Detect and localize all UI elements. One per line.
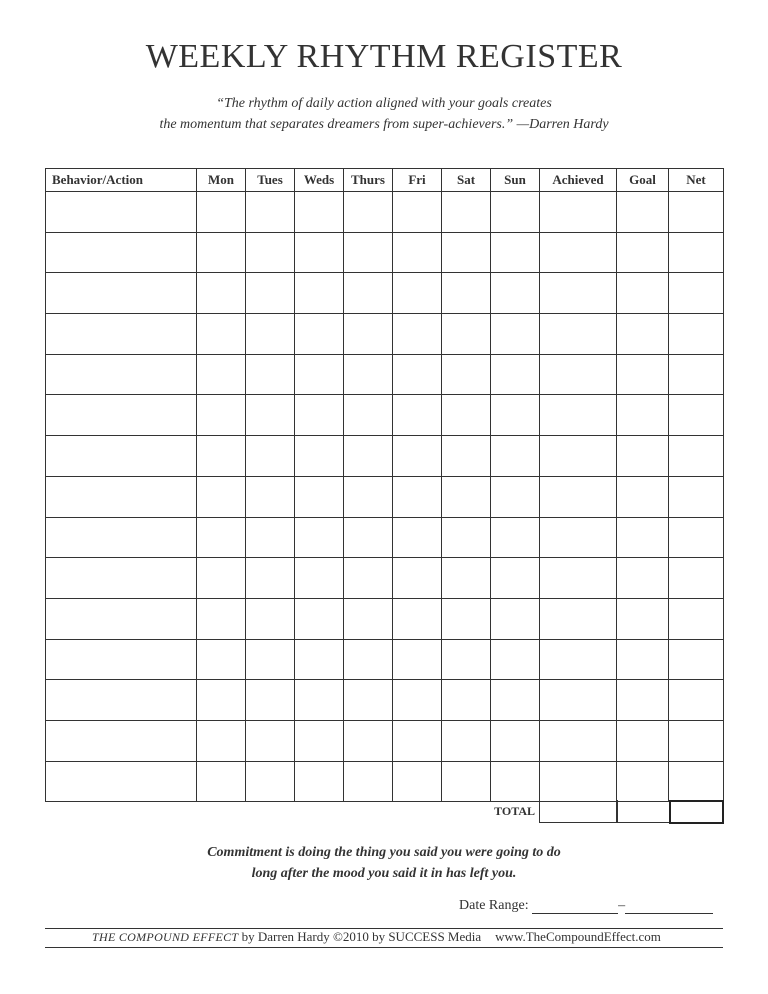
total-row xyxy=(45,800,723,823)
footer-book-title: THE COMPOUND EFFECT xyxy=(92,930,239,944)
quote-line-1: “The rhythm of daily action aligned with your goals creates xyxy=(216,96,552,111)
col-header-behavior: Behavior/Action xyxy=(46,169,197,192)
sat-cell[interactable] xyxy=(442,680,491,721)
weds-cell[interactable] xyxy=(295,232,344,273)
mon-cell[interactable] xyxy=(197,232,246,273)
weds-cell[interactable] xyxy=(295,354,344,395)
achieved-cell[interactable] xyxy=(540,273,617,314)
table-row xyxy=(46,395,724,436)
goal-cell[interactable] xyxy=(617,680,669,721)
weds-cell[interactable] xyxy=(295,680,344,721)
mon-cell[interactable] xyxy=(197,476,246,517)
goal-cell[interactable] xyxy=(617,720,669,761)
goal-cell[interactable] xyxy=(617,354,669,395)
achieved-cell[interactable] xyxy=(540,680,617,721)
sat-cell[interactable] xyxy=(442,314,491,355)
goal-cell[interactable] xyxy=(617,232,669,273)
net-cell[interactable] xyxy=(669,314,724,355)
col-header-tues: Tues xyxy=(246,169,295,192)
behavior-cell[interactable] xyxy=(46,232,197,273)
sat-cell[interactable] xyxy=(442,273,491,314)
table-row xyxy=(46,720,724,761)
col-header-thurs: Thurs xyxy=(344,169,393,192)
col-header-sat: Sat xyxy=(442,169,491,192)
achieved-cell[interactable] xyxy=(540,720,617,761)
achieved-cell[interactable] xyxy=(540,354,617,395)
mon-cell[interactable] xyxy=(197,639,246,680)
thurs-cell[interactable] xyxy=(344,720,393,761)
net-cell[interactable] xyxy=(669,354,724,395)
sun-cell[interactable] xyxy=(491,517,540,558)
table-row xyxy=(46,354,724,395)
fri-cell[interactable] xyxy=(393,354,442,395)
weds-cell[interactable] xyxy=(295,436,344,477)
sat-cell[interactable] xyxy=(442,232,491,273)
thurs-cell[interactable] xyxy=(344,314,393,355)
goal-cell[interactable] xyxy=(617,273,669,314)
mon-cell[interactable] xyxy=(197,761,246,802)
tues-cell[interactable] xyxy=(246,680,295,721)
sat-cell[interactable] xyxy=(442,761,491,802)
thurs-cell[interactable] xyxy=(344,476,393,517)
behavior-cell[interactable] xyxy=(46,598,197,639)
mon-cell[interactable] xyxy=(197,314,246,355)
behavior-cell[interactable] xyxy=(46,436,197,477)
behavior-cell[interactable] xyxy=(46,192,197,233)
footer xyxy=(92,929,661,945)
thurs-cell[interactable] xyxy=(344,436,393,477)
thurs-cell[interactable] xyxy=(344,273,393,314)
net-cell[interactable] xyxy=(669,639,724,680)
table-row xyxy=(46,761,724,802)
fri-cell[interactable] xyxy=(393,436,442,477)
net-cell[interactable] xyxy=(669,558,724,599)
sat-cell[interactable] xyxy=(442,639,491,680)
sat-cell[interactable] xyxy=(442,720,491,761)
fri-cell[interactable] xyxy=(393,517,442,558)
fri-cell[interactable] xyxy=(393,192,442,233)
fri-cell[interactable] xyxy=(393,761,442,802)
table-row xyxy=(46,558,724,599)
tues-cell[interactable] xyxy=(246,192,295,233)
fri-cell[interactable] xyxy=(393,680,442,721)
achieved-cell[interactable] xyxy=(540,192,617,233)
weds-cell[interactable] xyxy=(295,761,344,802)
thurs-cell[interactable] xyxy=(344,232,393,273)
weds-cell[interactable] xyxy=(295,273,344,314)
behavior-cell[interactable] xyxy=(46,517,197,558)
total-label: TOTAL xyxy=(494,804,535,818)
fri-cell[interactable] xyxy=(393,273,442,314)
fri-cell[interactable] xyxy=(393,476,442,517)
achieved-cell[interactable] xyxy=(540,232,617,273)
weds-cell[interactable] xyxy=(295,598,344,639)
thurs-cell[interactable] xyxy=(344,680,393,721)
achieved-cell[interactable] xyxy=(540,476,617,517)
sun-cell[interactable] xyxy=(491,680,540,721)
footer-credit: by Darren Hardy ©2010 by SUCCESS Media xyxy=(238,929,482,944)
sat-cell[interactable] xyxy=(442,192,491,233)
net-cell[interactable] xyxy=(669,761,724,802)
behavior-cell[interactable] xyxy=(46,558,197,599)
tues-cell[interactable] xyxy=(246,395,295,436)
date-range-label: Date Range: xyxy=(459,898,529,913)
mon-cell[interactable] xyxy=(197,517,246,558)
achieved-cell[interactable] xyxy=(540,598,617,639)
achieved-cell[interactable] xyxy=(540,517,617,558)
sun-cell[interactable] xyxy=(491,232,540,273)
sat-cell[interactable] xyxy=(442,517,491,558)
achieved-cell[interactable] xyxy=(540,558,617,599)
mon-cell[interactable] xyxy=(197,436,246,477)
commitment-line-1: Commitment is doing the thing you said you were going to do xyxy=(207,845,561,860)
achieved-cell[interactable] xyxy=(540,395,617,436)
mon-cell[interactable] xyxy=(197,558,246,599)
goal-cell[interactable] xyxy=(617,517,669,558)
col-header-weds: Weds xyxy=(295,169,344,192)
goal-cell[interactable] xyxy=(617,314,669,355)
col-header-fri: Fri xyxy=(393,169,442,192)
tues-cell[interactable] xyxy=(246,273,295,314)
tues-cell[interactable] xyxy=(246,558,295,599)
sat-cell[interactable] xyxy=(442,436,491,477)
table-row xyxy=(46,436,724,477)
register-table xyxy=(45,168,724,802)
tues-cell[interactable] xyxy=(246,720,295,761)
net-cell[interactable] xyxy=(669,192,724,233)
table-row xyxy=(46,314,724,355)
mon-cell[interactable] xyxy=(197,680,246,721)
fri-cell[interactable] xyxy=(393,598,442,639)
col-header-goal: Goal xyxy=(617,169,669,192)
weds-cell[interactable] xyxy=(295,517,344,558)
sun-cell[interactable] xyxy=(491,639,540,680)
tues-cell[interactable] xyxy=(246,436,295,477)
commitment-line-2: long after the mood you said it in has left you. xyxy=(251,866,517,881)
behavior-cell[interactable] xyxy=(46,476,197,517)
achieved-cell[interactable] xyxy=(540,314,617,355)
weds-cell[interactable] xyxy=(295,395,344,436)
register-body xyxy=(46,192,724,802)
total-net-cell[interactable] xyxy=(669,800,724,824)
behavior-cell[interactable] xyxy=(46,680,197,721)
sun-cell[interactable] xyxy=(491,273,540,314)
commitment-quote xyxy=(0,842,768,884)
goal-cell[interactable] xyxy=(617,639,669,680)
sat-cell[interactable] xyxy=(442,598,491,639)
achieved-cell[interactable] xyxy=(540,761,617,802)
fri-cell[interactable] xyxy=(393,232,442,273)
sat-cell[interactable] xyxy=(442,558,491,599)
net-cell[interactable] xyxy=(669,273,724,314)
total-goal-cell[interactable] xyxy=(616,800,670,823)
table-row xyxy=(46,680,724,721)
date-range-end-field[interactable] xyxy=(625,901,713,914)
net-cell[interactable] xyxy=(669,436,724,477)
tues-cell[interactable] xyxy=(246,476,295,517)
table-row xyxy=(46,192,724,233)
page-title: WEEKLY RHYTHM REGISTER xyxy=(145,38,623,75)
fri-cell[interactable] xyxy=(393,314,442,355)
net-cell[interactable] xyxy=(669,395,724,436)
goal-cell[interactable] xyxy=(617,192,669,233)
weds-cell[interactable] xyxy=(295,476,344,517)
behavior-cell[interactable] xyxy=(46,314,197,355)
behavior-cell[interactable] xyxy=(46,720,197,761)
mon-cell[interactable] xyxy=(197,598,246,639)
net-cell[interactable] xyxy=(669,720,724,761)
col-header-mon: Mon xyxy=(197,169,246,192)
weds-cell[interactable] xyxy=(295,558,344,599)
sun-cell[interactable] xyxy=(491,598,540,639)
tues-cell[interactable] xyxy=(246,517,295,558)
date-range-separator: – xyxy=(618,898,626,913)
sun-cell[interactable] xyxy=(491,354,540,395)
sun-cell[interactable] xyxy=(491,395,540,436)
table-row xyxy=(46,517,724,558)
tues-cell[interactable] xyxy=(246,639,295,680)
thurs-cell[interactable] xyxy=(344,558,393,599)
quote xyxy=(0,93,768,135)
weds-cell[interactable] xyxy=(295,720,344,761)
thurs-cell[interactable] xyxy=(344,761,393,802)
net-cell[interactable] xyxy=(669,598,724,639)
achieved-cell[interactable] xyxy=(540,436,617,477)
date-range-start-field[interactable] xyxy=(532,901,618,914)
sat-cell[interactable] xyxy=(442,476,491,517)
achieved-cell[interactable] xyxy=(540,639,617,680)
goal-cell[interactable] xyxy=(617,558,669,599)
thurs-cell[interactable] xyxy=(344,598,393,639)
sat-cell[interactable] xyxy=(442,395,491,436)
tues-cell[interactable] xyxy=(246,354,295,395)
total-achieved-cell[interactable] xyxy=(539,800,618,823)
mon-cell[interactable] xyxy=(197,354,246,395)
weds-cell[interactable] xyxy=(295,639,344,680)
tues-cell[interactable] xyxy=(246,598,295,639)
table-row xyxy=(46,598,724,639)
tues-cell[interactable] xyxy=(246,232,295,273)
fri-cell[interactable] xyxy=(393,395,442,436)
behavior-cell[interactable] xyxy=(46,761,197,802)
footer-rule-bottom xyxy=(45,947,723,948)
goal-cell[interactable] xyxy=(617,395,669,436)
table-row xyxy=(46,476,724,517)
table-row xyxy=(46,639,724,680)
mon-cell[interactable] xyxy=(197,192,246,233)
goal-cell[interactable] xyxy=(617,436,669,477)
col-header-net: Net xyxy=(669,169,724,192)
tues-cell[interactable] xyxy=(246,761,295,802)
mon-cell[interactable] xyxy=(197,273,246,314)
table-row xyxy=(46,273,724,314)
behavior-cell[interactable] xyxy=(46,395,197,436)
net-cell[interactable] xyxy=(669,232,724,273)
net-cell[interactable] xyxy=(669,680,724,721)
behavior-cell[interactable] xyxy=(46,273,197,314)
sun-cell[interactable] xyxy=(491,720,540,761)
weds-cell[interactable] xyxy=(295,192,344,233)
sun-cell[interactable] xyxy=(491,558,540,599)
mon-cell[interactable] xyxy=(197,720,246,761)
sun-cell[interactable] xyxy=(491,476,540,517)
thurs-cell[interactable] xyxy=(344,639,393,680)
net-cell[interactable] xyxy=(669,476,724,517)
goal-cell[interactable] xyxy=(617,761,669,802)
fri-cell[interactable] xyxy=(393,558,442,599)
table-row xyxy=(46,232,724,273)
behavior-cell[interactable] xyxy=(46,354,197,395)
col-header-sun: Sun xyxy=(491,169,540,192)
goal-cell[interactable] xyxy=(617,598,669,639)
mon-cell[interactable] xyxy=(197,395,246,436)
net-cell[interactable] xyxy=(669,517,724,558)
goal-cell[interactable] xyxy=(617,476,669,517)
fri-cell[interactable] xyxy=(393,720,442,761)
thurs-cell[interactable] xyxy=(344,517,393,558)
thurs-cell[interactable] xyxy=(344,395,393,436)
sun-cell[interactable] xyxy=(491,436,540,477)
behavior-cell[interactable] xyxy=(46,639,197,680)
sun-cell[interactable] xyxy=(491,192,540,233)
tues-cell[interactable] xyxy=(246,314,295,355)
sun-cell[interactable] xyxy=(491,314,540,355)
thurs-cell[interactable] xyxy=(344,354,393,395)
quote-line-2: the momentum that separates dreamers from super-achievers.” —Darren Hardy xyxy=(159,117,609,132)
date-range xyxy=(459,898,713,914)
footer-url: www.TheCompoundEffect.com xyxy=(495,929,661,944)
sat-cell[interactable] xyxy=(442,354,491,395)
weds-cell[interactable] xyxy=(295,314,344,355)
sun-cell[interactable] xyxy=(491,761,540,802)
col-header-achieved: Achieved xyxy=(540,169,617,192)
header-row xyxy=(46,169,724,192)
thurs-cell[interactable] xyxy=(344,192,393,233)
fri-cell[interactable] xyxy=(393,639,442,680)
